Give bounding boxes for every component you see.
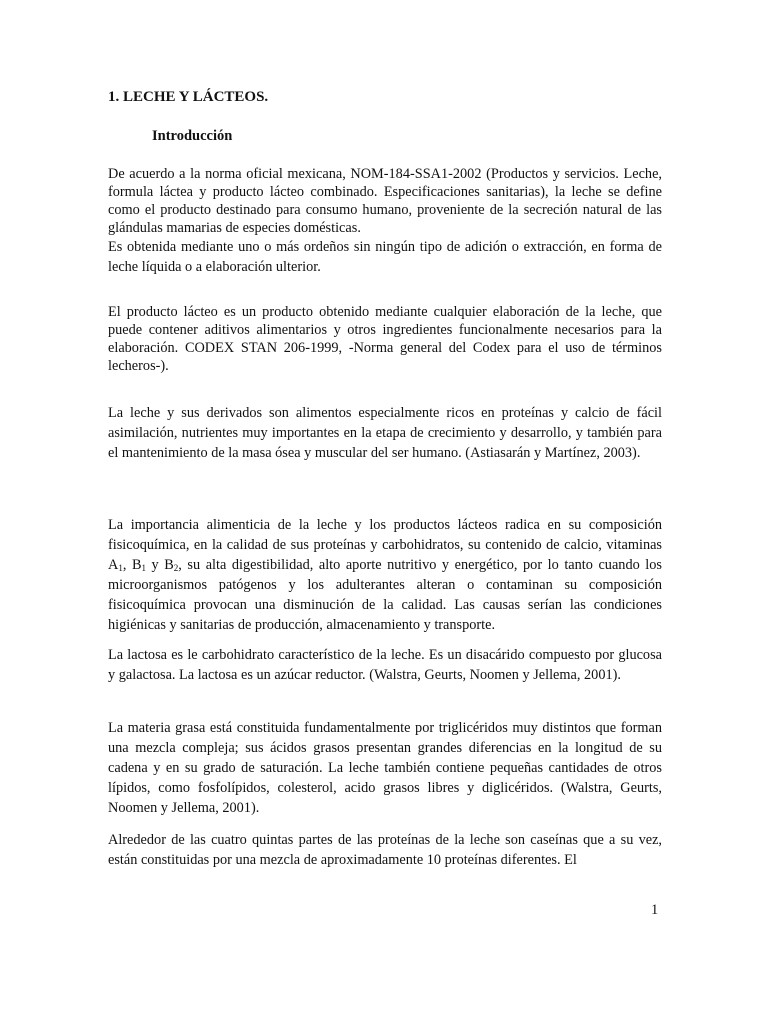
paragraph-text: La leche y sus derivados son alimentos especialmente ricos en proteínas y calcio de fácil asimilación, nutrientes muy importantes en la etapa de crecimiento y desarrollo, y también para el mantenimiento de la masa ósea y muscular del ser humano. (Astiasarán y Martínez, 2003). [108, 405, 662, 461]
paragraph-product [108, 303, 662, 375]
paragraph-definition [108, 165, 662, 277]
paragraph-text: Alrededor de las cuatro quintas partes de las proteínas de la leche son caseínas que a su vez, están constituidas por una mezcla de aproximadamente 10 proteínas diferentes. El [108, 832, 662, 868]
section-subtitle: Introducción [152, 128, 233, 144]
page-number: 1 [651, 902, 659, 918]
paragraph-lactose [108, 645, 662, 685]
paragraph-fat [108, 718, 662, 818]
paragraph-importance [108, 515, 662, 635]
paragraph-text: De acuerdo a la norma oficial mexicana, NOM-184-SSA1-2002 (Productos y servicios. Leche, formula láctea y producto lácteo combinado. Especificaciones sanitarias), la leche se define como el producto destinado para consumo humano, proveniente de la secreción natural de las glándulas mamarias de especies domésticas. [108, 166, 662, 236]
paragraph-text: La lactosa es le carbohidrato característico de la leche. Es un disacárido compuesto por glucosa y galactosa. La lactosa es un azúcar reductor. (Walstra, Geurts, Noomen y Jellema, 2001). [108, 647, 662, 683]
section-title: 1. LECHE Y LÁCTEOS. [108, 89, 269, 105]
paragraph-text: El producto lácteo es un producto obtenido mediante cualquier elaboración de la leche, que puede contener aditivos alimentarios y otros ingredientes funcionalmente necesarios para la elaboración. CODEX STAN 206-1999, -Norma general del Codex para el uso de términos lecheros-). [108, 304, 662, 374]
paragraph-proteins [108, 830, 662, 870]
paragraph-text: La importancia alimenticia de la leche y los productos lácteos radica en su composición fisicoquímica, en la calidad de sus proteínas y carbohidratos, su contenido de calcio, vitaminas $A_1$, $B_1$ y $B_2$, su alta digestibilidad, alto aporte nutritivo y energético, por lo tanto cuando los microorganismos patógenos y los adulterantes alteran o contaminan su composición fisicoquímica provocan una disminución de la calidad. Las causas serían las condiciones higiénicas y sanitarias de producción, almacenamiento y transporte. [108, 517, 662, 633]
paragraph-text: Es obtenida mediante uno o más ordeños sin ningún tipo de adición o extracción, en forma de leche líquida o a elaboración ulterior. [108, 239, 662, 275]
paragraph-text: La materia grasa está constituida fundamentalmente por triglicéridos muy distintos que forman una mezcla compleja; sus ácidos grasos presentan grandes diferencias en la longitud de su cadena y en su grado de saturación. La leche también contiene pequeñas cantidades de otros lípidos, como fosfolípidos, colesterol, acido grasos libres y diglicéridos. (Walstra, Geurts, Noomen y Jellema, 2001). [108, 720, 662, 816]
paragraph-nutrition [108, 403, 662, 463]
